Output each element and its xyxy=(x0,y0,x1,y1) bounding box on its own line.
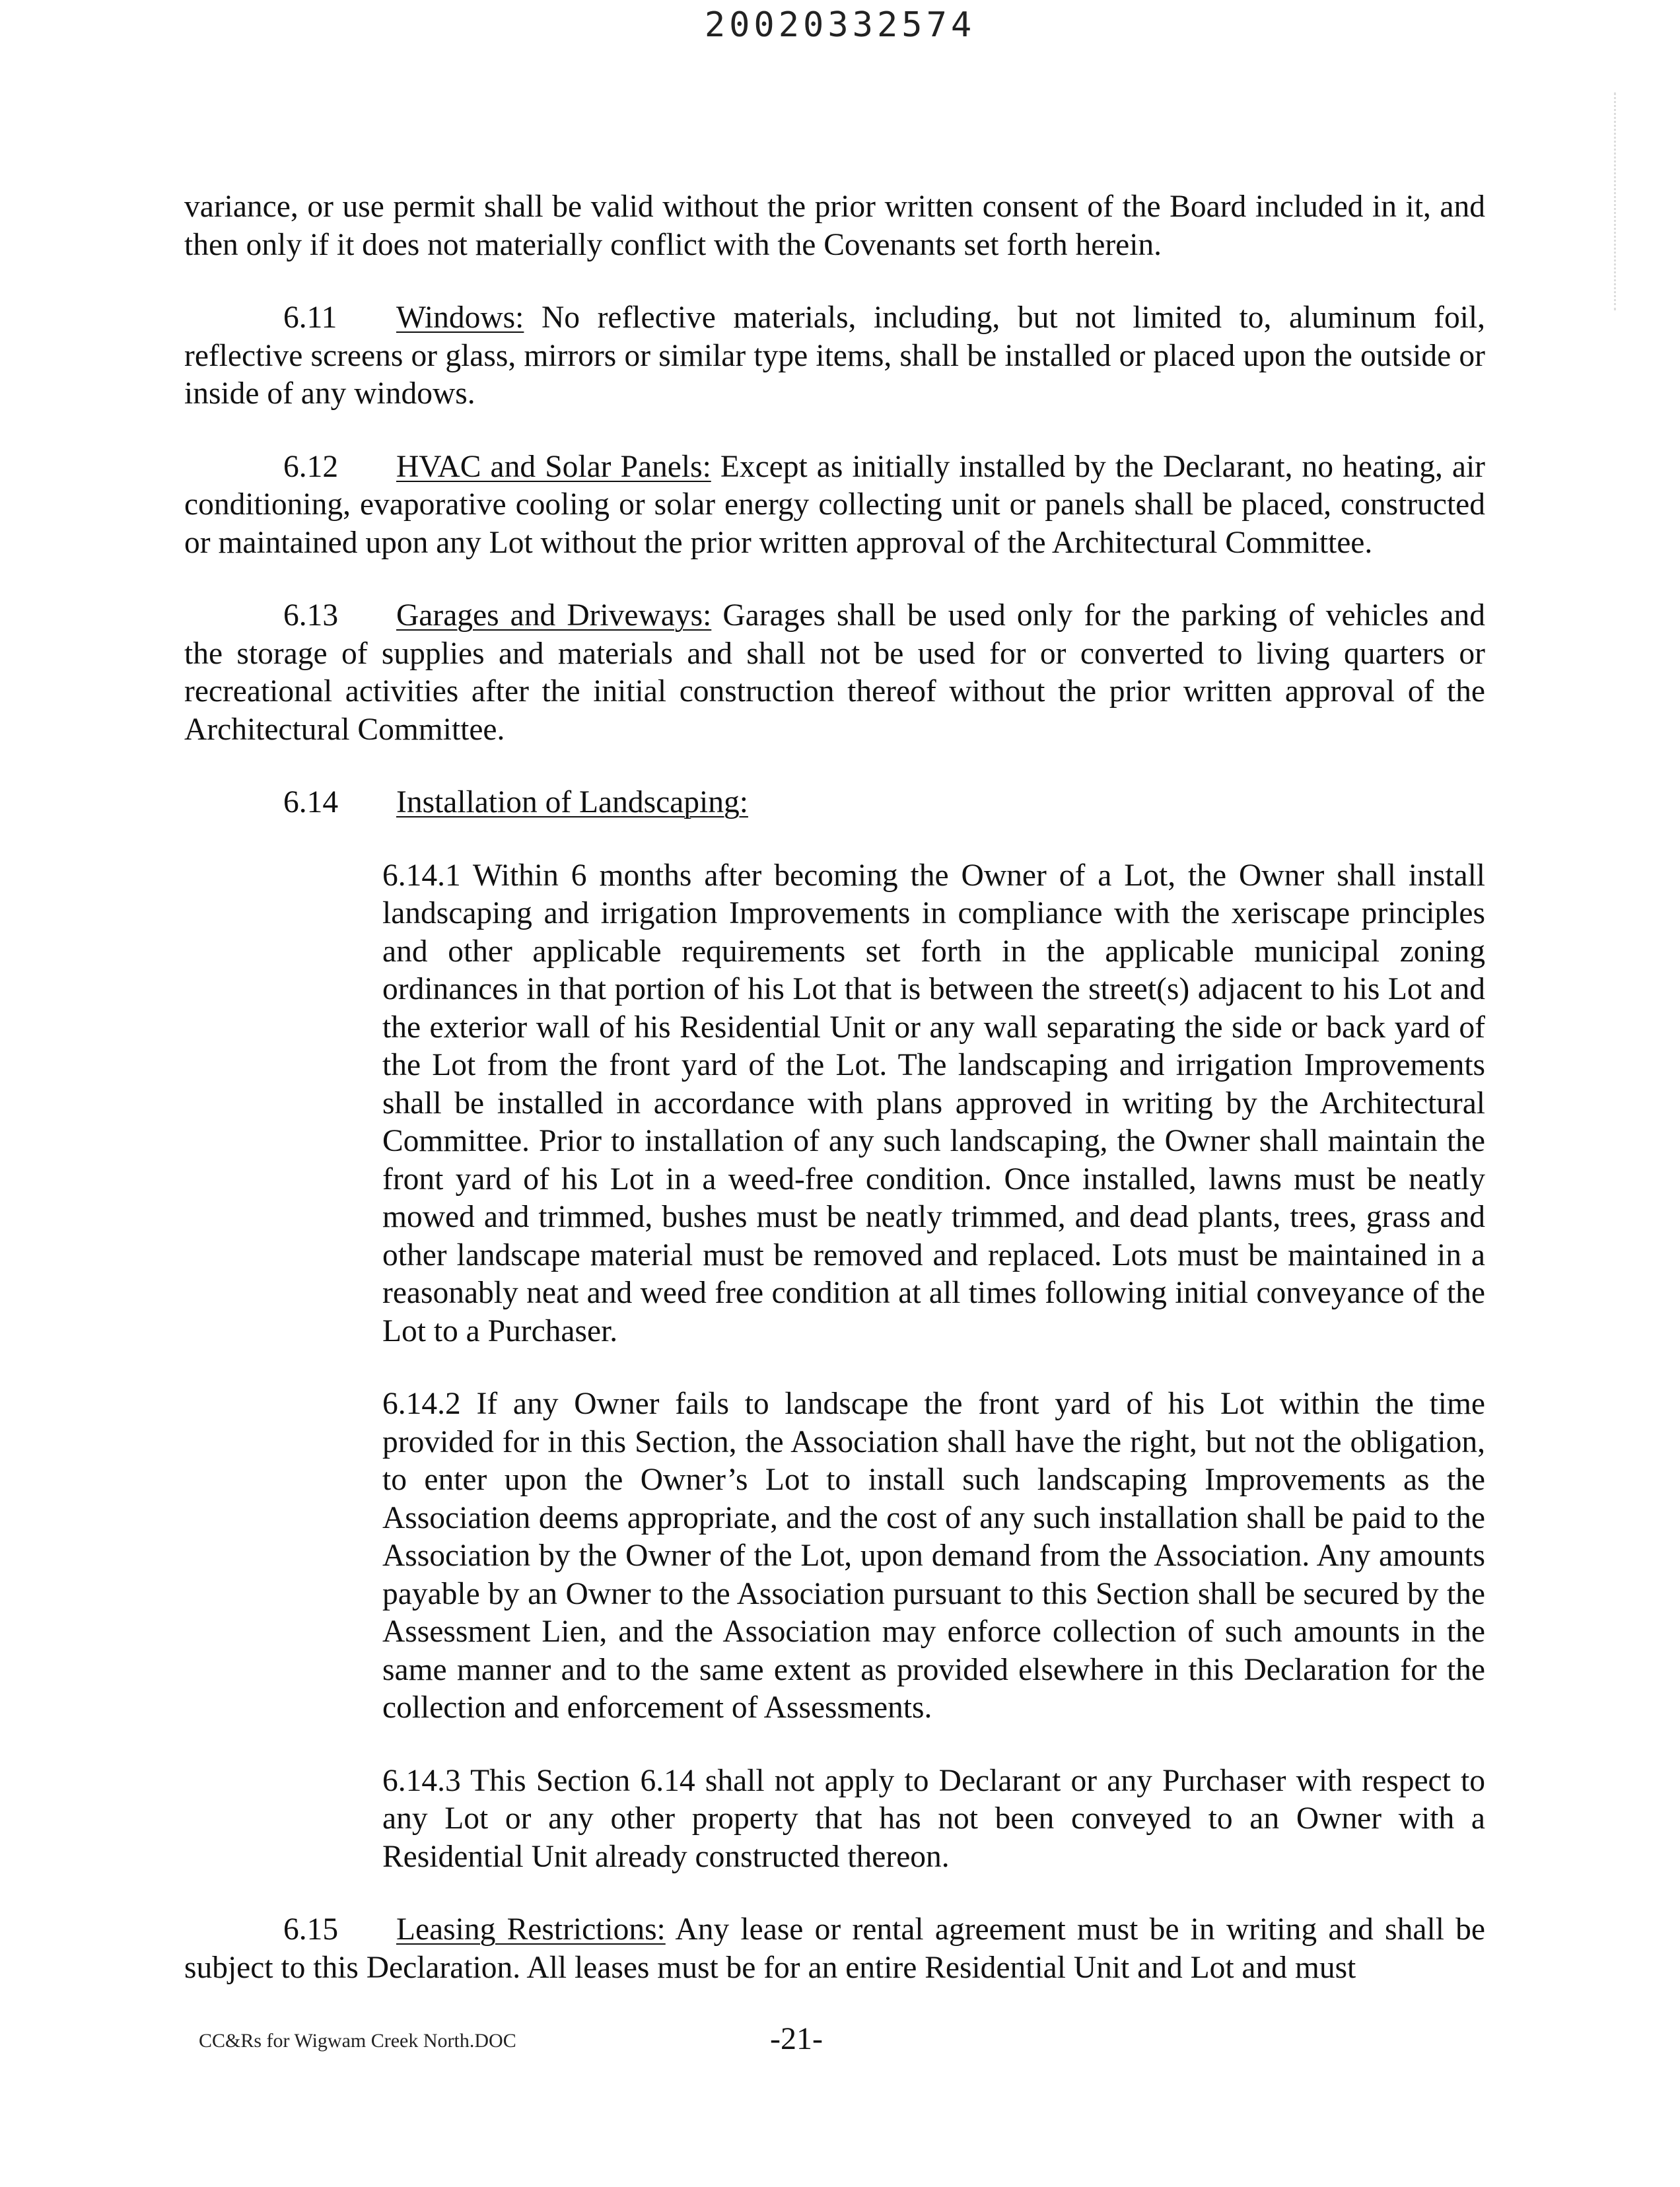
subsection-text: 6.14.1 Within 6 months after becoming the Owner of a Lot, the Owner shall install landscaping and irrigation Improvements in compliance with the xeriscape principles and other applicable requirements set forth in the applicable municipal zoning ordinances in that portion of his Lot that is between the street(s) adjacent to his Lot and the exterior wall of his Residential Unit or any wall separating the side or back yard of the Lot from the front yard of the Lot. The landscaping and irrigation Improvements shall be installed in accordance with plans approved in writing by the Architectural Committee. Prior to installation of any such landscaping, the Owner shall maintain the front yard of his Lot in a weed-free condition. Once installed, lawns must be neatly mowed and trimmed, bushes must be neatly trimmed, and dead plants, trees, grass and other landscape material must be removed and replaced. Lots must be maintained in a reasonably neat and weed free condition at all times following initial conveyance of the Lot to a Purchaser. xyxy=(382,858,1485,1348)
section-number: 6.15 xyxy=(283,1912,339,1947)
subsection-6-14-3 xyxy=(184,1762,1485,1877)
section-number: 6.13 xyxy=(283,598,339,633)
subsection-6-14-1 xyxy=(184,857,1485,1351)
page-number: -21- xyxy=(770,2021,823,2056)
subsection-text: 6.14.2 If any Owner fails to landscape the front yard of his Lot within the time provided for in this Section, the Association shall have the right, but not the obligation, to enter upon the Owner’s Lot to install such landscaping Improvements as the Association deems appropriate, and the cost of any such installation shall be paid to the Association by the Owner of the Lot, upon demand from the Association. Any amounts payable by an Owner to the Association pursuant to this Section shall be secured by the Assessment Lien, and the Association may enforce collection of such amounts in the same manner and to the same extent as provided elsewhere in this Declaration for the collection and enforcement of Assessments. xyxy=(382,1387,1485,1725)
section-6-12 xyxy=(184,448,1485,563)
subsection-6-14-2 xyxy=(184,1385,1485,1727)
section-number: 6.14 xyxy=(283,785,339,819)
section-6-13 xyxy=(184,597,1485,749)
section-6-15 xyxy=(184,1911,1485,1987)
section-text: Garages shall be used only for the parking of vehicles and the storage of supplies and materials and shall not be used for or converted to living quarters or recreational activities after the initial construction thereof without the prior written approval of the Architectural Committee. xyxy=(184,598,1485,747)
recording-number: 20020332574 xyxy=(704,5,976,45)
section-title: HVAC and Solar Panels: xyxy=(396,449,711,484)
subsection-text: 6.14.3 This Section 6.14 shall not apply to Declarant or any Purchaser with respect to any Lot or any other property that has not been conveyed to an Owner with a Residential Unit already constructed thereon. xyxy=(382,1763,1485,1874)
section-title: Windows: xyxy=(396,300,524,335)
section-title: Leasing Restrictions: xyxy=(396,1912,666,1947)
section-text: No reflective materials, including, but not limited to, aluminum foil, reflective screens or glass, mirrors or similar type items, shall be installed or placed upon the outside or inside of any windows. xyxy=(184,300,1485,411)
section-number: 6.11 xyxy=(283,300,337,335)
section-text: Any lease or rental agreement must be in writing and shall be subject to this Declaration. All leases must be for an entire Residential Unit and Lot and must xyxy=(184,1912,1485,1985)
document-body xyxy=(184,188,1485,1987)
footer-filename: CC&Rs for Wigwam Creek North.DOC xyxy=(199,2030,516,2052)
section-6-14 xyxy=(184,784,1485,822)
section-title: Garages and Driveways: xyxy=(396,598,712,633)
section-text: Except as initially installed by the Declarant, no heating, air conditioning, evaporative cooling or solar energy collecting unit or panels shall be placed, constructed or maintained upon any Lot without the prior written approval of the Architectural Committee. xyxy=(184,449,1485,560)
section-title: Installation of Landscaping: xyxy=(396,785,748,819)
section-number: 6.12 xyxy=(283,449,339,484)
margin-scan-marks xyxy=(1614,92,1632,310)
section-6-11 xyxy=(184,299,1485,413)
paragraph-continuation: variance, or use permit shall be valid without the prior written consent of the Board included in it, and then only if it does not materially conflict with the Covenants set forth herein. xyxy=(184,190,1485,262)
